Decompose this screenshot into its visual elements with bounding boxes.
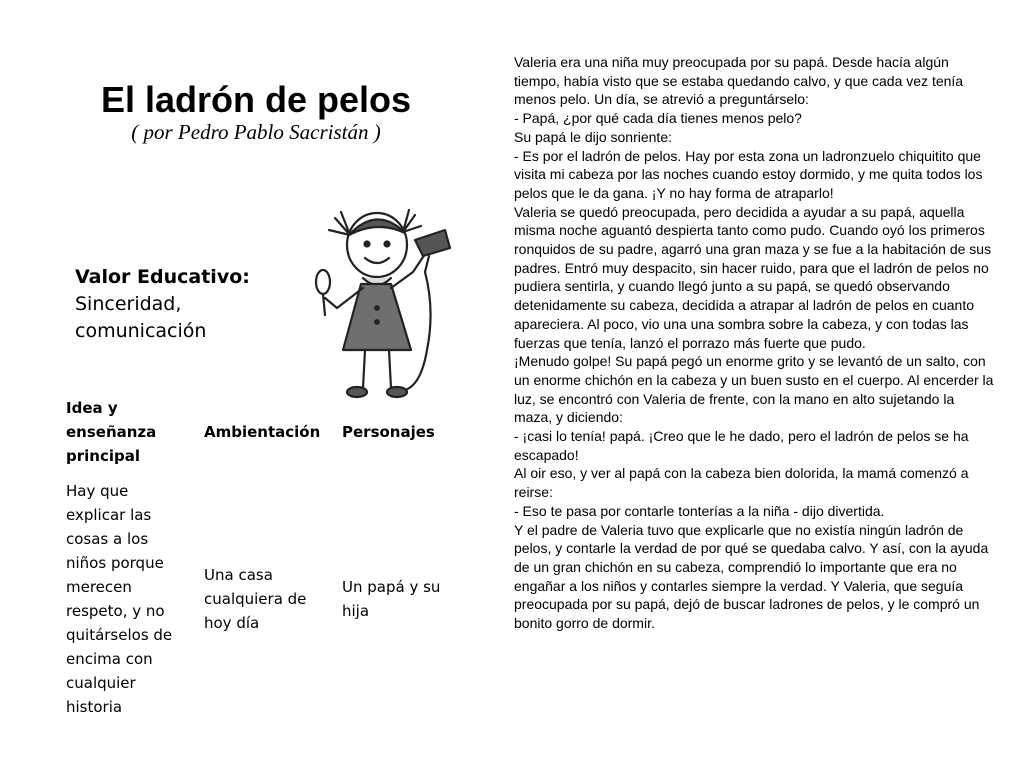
cell-personajes: Un papá y su hija [342,578,441,620]
story-paragraph: Valeria se quedó preocupada, pero decidida a ayudar a su papá, aquella misma noche aguantó despierta tanto como pudo. Cuando oyó los primeros ronquidos de su padre, agarró una gran maza y se fue a la habitación de sus padres. Entró muy despacito, sin hacer ruido, para que el ladrón de pelos no pudiera sentirla, y cuando llegó junto a su papá, se quedó observando detenidamente su cabeza, decidida a atrapar al ladrón de pelos en cuanto apareciera. Al poco, vio una una sombra sobre la cabeza, y con todas las fuerzas que tenía, lanzó el porrazo más fuerte que pudo. [514,203,992,351]
educational-value-label: Valor Educativo: [75,266,250,288]
cell-idea: Hay que explicar las cosas a los niños porque merecen respeto, y no quitárselos de encima con cualquier historia [66,482,173,716]
story-paragraph: Al oir eso, y ver al papá con la cabeza bien dolorida, la mamá comenzó a reirse: [514,465,969,501]
header-ambientacion: Ambientación [204,423,321,441]
educational-value-text: Sinceridad, comunicación [75,293,207,342]
story-paragraph: Valeria era una niña muy preocupada por su papá. Desde hacía algún tiempo, había visto que se estaba quedando calvo, y que cada vez tenía menos pelo. Un día, se atrevió a preguntárselo: [514,54,964,108]
educational-value [75,264,315,345]
story-paragraph: - Eso te pasa por contarle tonterías a la niña - dijo divertida. [514,502,885,519]
header-idea: Idea y enseñanza principal [66,399,157,465]
story-paragraph: - ¡casi lo tenía! papá. ¡Creo que le he dado, pero el ladrón de pelos se ha escapado! [514,428,969,463]
girl-with-brush-and-hairdryer-icon [295,200,460,410]
page-title: El ladrón de pelos [100,79,412,120]
story-paragraph: - Papá, ¿por qué cada día tienes menos pelo? [514,110,802,127]
cell-ambientacion: Una casa cualquiera de hoy día [204,566,307,632]
header-personajes: Personajes [342,423,435,441]
story-paragraph: Y el padre de Valeria tuvo que explicarle que no existía ningún ladrón de pelos, y contarle la verdad de por qué se quedaba calvo. Y así, con la ayuda de un gran chichón en su cabeza, comprendió lo importante que era no engañar a los niños y contarles siempre la verdad. Y Valeria, que seguía preocupada por su papá, dejó de buscar ladrones de pelos, y le compró un bonito gorro de dormir. [514,521,989,632]
story-text [514,53,996,633]
story-paragraph: - Es por el ladrón de pelos. Hay por esta zona un ladronzuelo chiquitito que visita mi cabeza por las noches cuando estoy dormido, y me quita todos los pelos que le da gana. ¡Y no hay forma de atraparlo! [514,147,983,201]
story-paragraph: ¡Menudo golpe! Su papá pegó un enorme grito y se levantó de un salto, con un enorme chichón en la cabeza y un buen susto en el cuerpo. Al encerder la luz, se encontró con Valeria de frente, con la mano en alto sujetando la maza, y diciendo: [514,353,994,426]
title-block [95,78,417,145]
story-paragraph: Su papá le dijo sonriente: [514,128,672,145]
girl-illustration [295,200,460,410]
author-line: ( por Pedro Pablo Sacristán ) [131,120,381,144]
